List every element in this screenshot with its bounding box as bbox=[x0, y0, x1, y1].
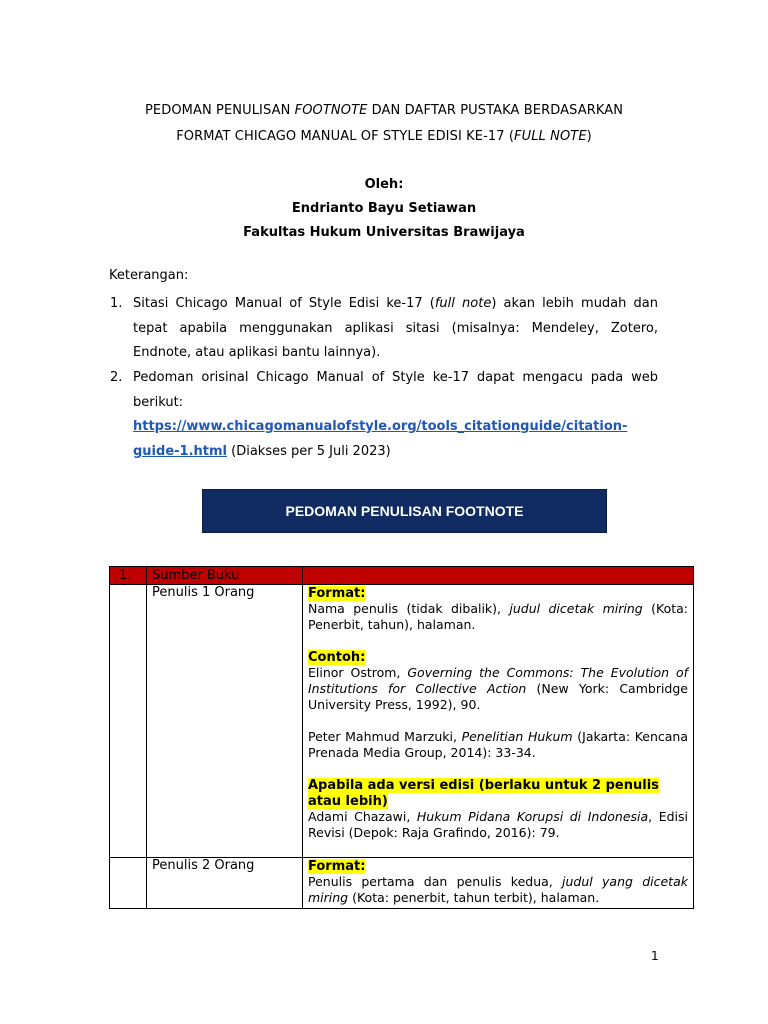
title-text: DAN DAFTAR PUSTAKA BERDASARKAN bbox=[367, 103, 624, 118]
title-text: ) bbox=[586, 129, 592, 144]
title-italic: FOOTNOTE bbox=[294, 103, 368, 118]
header-label: Sumber Buku bbox=[147, 567, 303, 585]
reference-table bbox=[109, 566, 694, 909]
example-1: Elinor Ostrom, Governing the Commons: The Evolution of Institutions for Collective Action (New York: Cambridge University Press, 1992), 90. bbox=[308, 665, 688, 712]
list-number: 1. bbox=[110, 296, 123, 311]
table-row bbox=[110, 858, 694, 909]
format-text: Nama penulis (tidak dibalik), judul dicetak miring (Kota: Penerbit, tahun), halaman. bbox=[308, 601, 688, 632]
note-italic: full note bbox=[434, 296, 492, 311]
header-extra bbox=[303, 567, 694, 585]
header-number: 1. bbox=[110, 567, 147, 585]
author-by: Oleh: bbox=[364, 177, 404, 192]
example-3: Adami Chazawi, Hukum Pidana Korupsi di Indonesia, Edisi Revisi (Depok: Raja Grafindo, 2016): 79. bbox=[308, 809, 688, 840]
row-label bbox=[147, 858, 303, 909]
table-header-row bbox=[110, 567, 694, 585]
note-item-1 bbox=[110, 292, 658, 366]
example-2: Peter Mahmud Marzuki, Penelitian Hukum (Jakarta: Kencana Prenada Media Group, 2014): 33-34. bbox=[308, 729, 689, 760]
chicago-guide-link[interactable]: https://www.chicagomanualofstyle.org/tools_citationguide/citation-guide-1.html bbox=[133, 419, 628, 459]
edition-label: Apabila ada versi edisi (berlaku untuk 2 penulis atau lebih) bbox=[308, 778, 659, 809]
note-text: Pedoman orisinal Chicago Manual of Style ke-17 dapat mengacu pada web berikut: bbox=[133, 370, 658, 410]
note-text: (Diakses per 5 Juli 2023) bbox=[227, 443, 391, 459]
format-label: Format: bbox=[308, 586, 366, 601]
title-text: FORMAT CHICAGO MANUAL OF STYLE EDISI KE-17 ( bbox=[176, 129, 515, 144]
page-number: 1 bbox=[651, 949, 659, 963]
format-label: Format: bbox=[308, 859, 366, 874]
row-content bbox=[303, 585, 694, 858]
table-row bbox=[110, 585, 694, 858]
list-number: 2. bbox=[110, 370, 123, 385]
note-item-2 bbox=[110, 366, 658, 464]
author-affiliation: Fakultas Hukum Universitas Brawijaya bbox=[243, 225, 525, 240]
section-banner: PEDOMAN PENULISAN FOOTNOTE bbox=[202, 489, 607, 533]
note-text: ) akan lebih mudah dan tepat apabila menggunakan aplikasi sitasi (misalnya: Mendeley, Zotero, Endnote, atau aplikasi bantu lainnya). bbox=[133, 296, 658, 360]
title-italic: FULL NOTE bbox=[514, 129, 587, 144]
row-label-text: Penulis 2 Orang bbox=[152, 858, 255, 873]
title-text: PEDOMAN PENULISAN bbox=[144, 103, 295, 118]
row-content bbox=[303, 858, 694, 909]
example-label: Contoh: bbox=[308, 650, 366, 665]
document-title-line-1 bbox=[0, 103, 768, 118]
row-label bbox=[147, 585, 303, 858]
format-text: Penulis pertama dan penulis kedua, judul yang dicetak miring (Kota: penerbit, tahun terbit), halaman. bbox=[308, 874, 688, 905]
notes-label: Keterangan: bbox=[109, 268, 189, 283]
note-text: Sitasi Chicago Manual of Style Edisi ke-17 ( bbox=[133, 296, 435, 311]
author-name: Endrianto Bayu Setiawan bbox=[291, 201, 477, 216]
row-label-text: Penulis 1 Orang bbox=[152, 585, 255, 600]
document-title-line-2 bbox=[0, 129, 768, 144]
